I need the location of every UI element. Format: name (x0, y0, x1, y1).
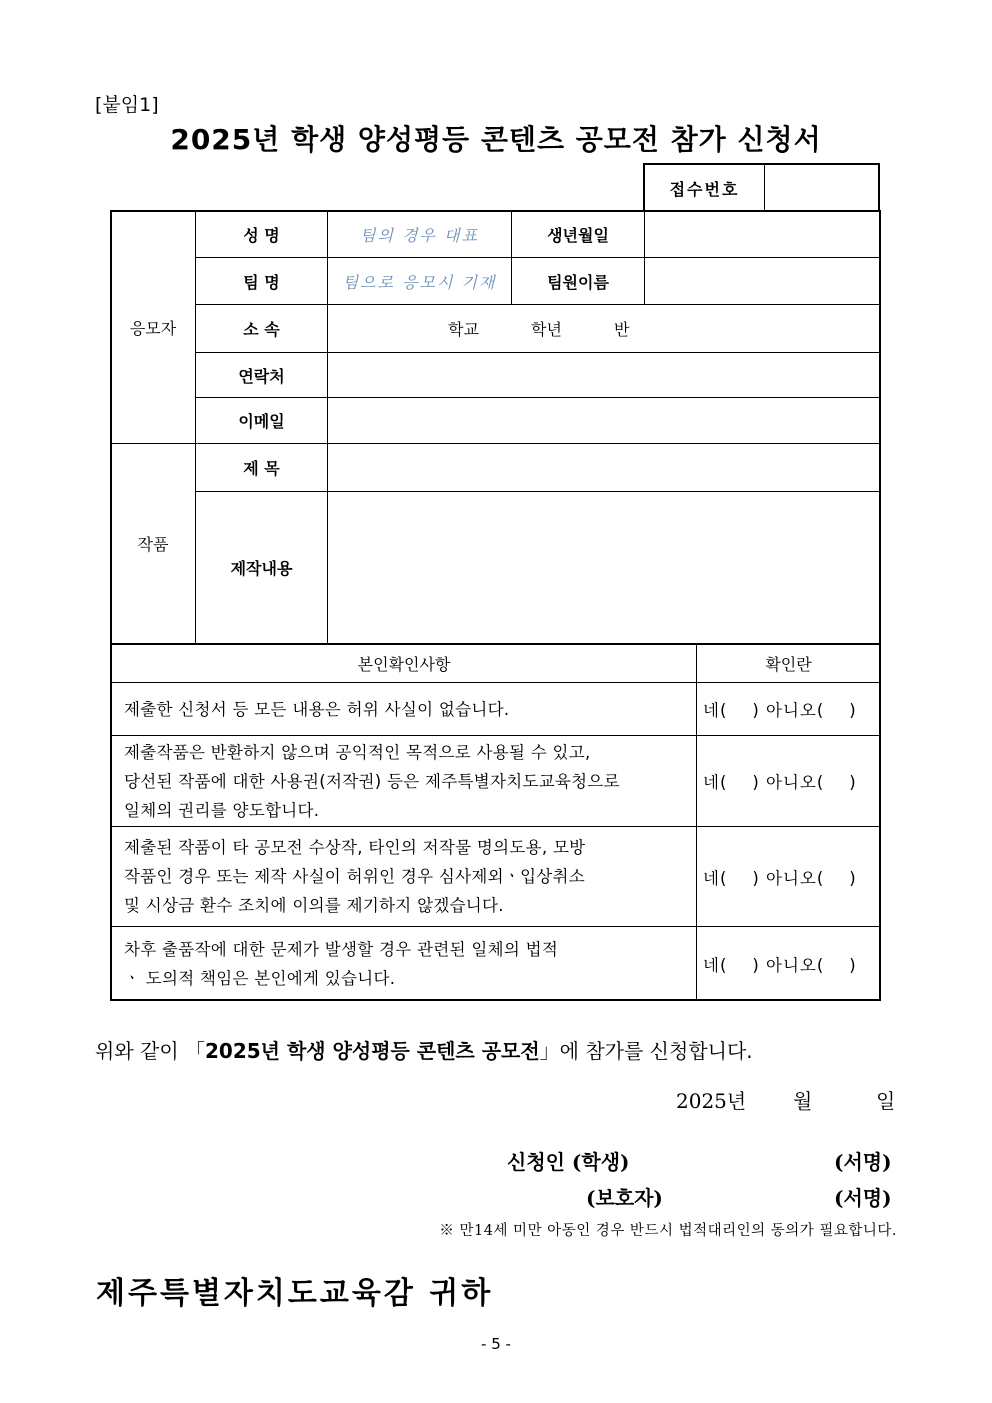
date-month: 월 (793, 1089, 813, 1113)
attachment-label: [붙임1] (95, 94, 159, 116)
page-number: - 5 - (481, 1335, 511, 1353)
affiliation-grade: 학년 (531, 320, 562, 339)
confirm-check-3[interactable]: 네( ) 아니오( ) (703, 868, 857, 888)
birth-input[interactable] (645, 211, 880, 257)
guardian-signature-mark[interactable]: (서명) (834, 1186, 892, 1210)
student-signature-label: 신청인 (학생) (507, 1150, 630, 1174)
guardian-signature-label: (보호자) (586, 1186, 663, 1210)
contact-label: 연락처 (238, 366, 285, 386)
confirm-header-items: 본인확인사항 (357, 654, 451, 674)
members-input[interactable] (645, 258, 880, 304)
receipt-box (643, 163, 880, 211)
affiliation-input[interactable] (328, 305, 880, 352)
addressee: 제주특별자치도교육감 귀하 (96, 1276, 494, 1311)
confirm-header-check: 확인란 (765, 654, 812, 674)
work-content-input[interactable] (328, 492, 880, 643)
members-label: 팀원이름 (547, 272, 609, 292)
confirm-statement-4: 차후 출품작에 대한 문제가 발생할 경우 관련된 일체의 법적 ㆍ 도의적 책임은 본인에게 있습니다. (124, 939, 559, 988)
work-section-label: 작품 (137, 535, 169, 554)
team-input[interactable]: 팀으로 응모시 기재 (342, 272, 497, 292)
affiliation-school: 학교 (448, 320, 479, 339)
confirm-statement-2: 제출작품은 반환하지 않으며 공익적인 목적으로 사용될 수 있고, 당선된 작품에 대한 사용권(저작권) 등은 제주특별자치도교육청으로 일체의 권리를 양도합니다. (124, 742, 620, 820)
affiliation-class: 반 (614, 320, 630, 339)
confirm-check-1[interactable]: 네( ) 아니오( ) (703, 701, 857, 720)
receipt-label: 접수번호 (645, 165, 765, 211)
name-label: 성 명 (243, 225, 280, 245)
affiliation-label: 소 속 (243, 320, 280, 339)
confirm-statement-1: 제출한 신청서 등 모든 내용은 허위 사실이 없습니다. (124, 699, 510, 719)
confirm-check-4[interactable]: 네( ) 아니오( ) (703, 955, 857, 975)
name-input[interactable]: 팀의 경우 대표 (360, 225, 479, 245)
email-input[interactable] (328, 398, 880, 443)
confirm-statement-3: 제출된 작품이 타 공모전 수상작, 타인의 저작물 명의도용, 모방 작품인 경우 또는 제작 사실이 허위인 경우 심사제외ㆍ입상취소 및 시상금 환수 조치에 이의를 제기하지 않겠습니다. (124, 838, 586, 915)
applicant-section-label: 응모자 (129, 318, 177, 338)
guardian-consent-note: ※ 만14세 미만 아동인 경우 반드시 법적대리인의 동의가 필요합니다. (439, 1223, 897, 1239)
contact-input[interactable] (328, 353, 880, 397)
email-label: 이메일 (238, 412, 285, 431)
date-year: 2025년 (676, 1089, 747, 1113)
team-label: 팀 명 (243, 272, 280, 292)
work-title-label: 제 목 (243, 459, 280, 478)
birth-label: 생년월일 (547, 225, 609, 245)
student-signature-mark[interactable]: (서명) (834, 1150, 892, 1174)
confirm-check-2[interactable]: 네( ) 아니오( ) (703, 773, 857, 792)
date-day: 일 (876, 1089, 896, 1113)
work-content-label: 제작내용 (230, 559, 293, 578)
declaration-text: 위와 같이 「2025년 학생 양성평등 콘텐츠 공모전」에 참가를 신청합니다. (95, 1039, 753, 1063)
work-title-input[interactable] (328, 444, 880, 491)
form-title: 2025년 학생 양성평등 콘텐츠 공모전 참가 신청서 (170, 123, 822, 156)
receipt-value-field[interactable] (765, 165, 878, 211)
